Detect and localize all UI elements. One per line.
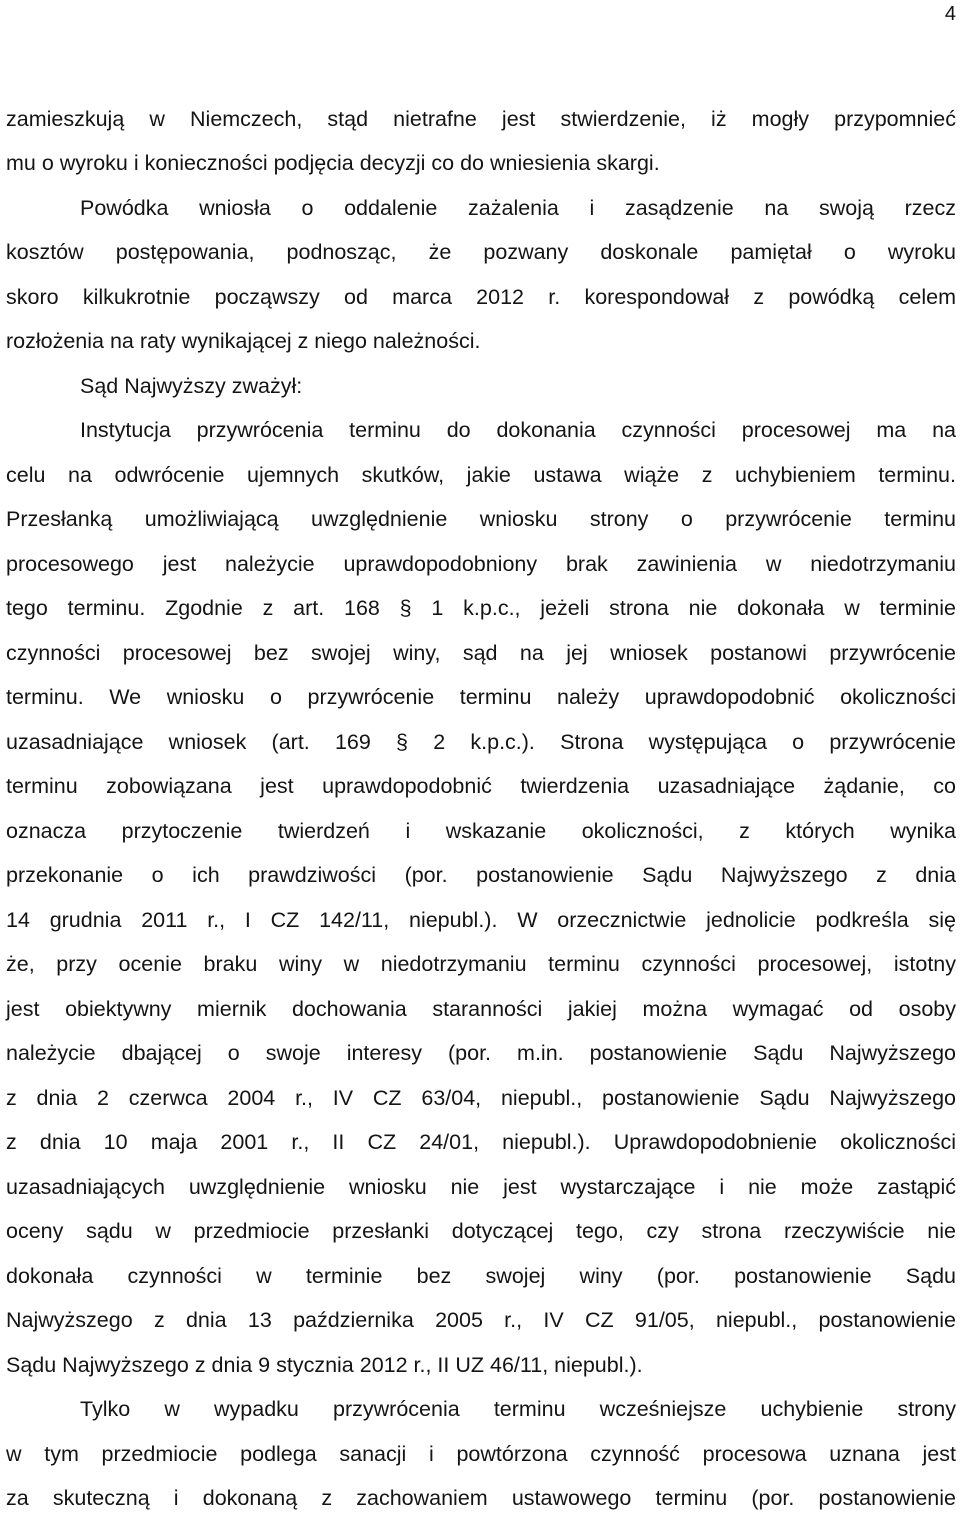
- page-number: 4: [944, 3, 956, 25]
- text-line: Tylko w wypadku przywrócenia terminu wcześniejsze uchybienie strony: [80, 1397, 956, 1421]
- text-line: oceny sądu w przedmiocie przesłanki dotyczącej tego, czy strona rzeczywiście nie: [6, 1219, 956, 1243]
- text-line: tego terminu. Zgodnie z art. 168 § 1 k.p.c., jeżeli strona nie dokonała w terminie: [6, 596, 956, 620]
- text-line: mu o wyroku i konieczności podjęcia decyzji co do wniesienia skargi.: [6, 151, 660, 175]
- text-line: uzasadniających uwzględnienie wniosku nie jest wystarczające i nie może zastąpić: [6, 1175, 956, 1199]
- text-line: Przesłanką umożliwiającą uwzględnienie wniosku strony o przywrócenie terminu: [6, 507, 956, 531]
- text-line: za skuteczną i dokonaną z zachowaniem ustawowego terminu (por. postanowienie: [6, 1486, 956, 1510]
- text-line: rozłożenia na raty wynikającej z niego należności.: [6, 329, 481, 353]
- text-line: terminu. We wniosku o przywrócenie terminu należy uprawdopodobnić okoliczności: [6, 685, 956, 709]
- text-line: zamieszkują w Niemczech, stąd nietrafne jest stwierdzenie, iż mogły przypomnieć: [6, 107, 956, 131]
- text-line: Powódka wniosła o oddalenie zażalenia i zasądzenie na swoją rzecz: [80, 196, 956, 220]
- text-line: w tym przedmiocie podlega sanacji i powtórzona czynność procesowa uznana jest: [6, 1442, 956, 1466]
- text-line: Najwyższego z dnia 13 października 2005 r., IV CZ 91/05, niepubl., postanowienie: [6, 1308, 956, 1332]
- text-line: terminu zobowiązana jest uprawdopodobnić twierdzenia uzasadniające żądanie, co: [6, 774, 956, 798]
- text-line: dokonała czynności w terminie bez swojej winy (por. postanowienie Sądu: [6, 1264, 956, 1288]
- text-line: z dnia 10 maja 2001 r., II CZ 24/01, niepubl.). Uprawdopodobnienie okoliczności: [6, 1130, 956, 1154]
- text-line: jest obiektywny miernik dochowania staranności jakiej można wymagać od osoby: [6, 997, 956, 1021]
- text-line: Instytucja przywrócenia terminu do dokonania czynności procesowej ma na: [80, 418, 956, 442]
- text-line: skoro kilkukrotnie począwszy od marca 2012 r. korespondował z powódką celem: [6, 285, 956, 309]
- text-line: należycie dbającej o swoje interesy (por. m.in. postanowienie Sądu Najwyższego: [6, 1041, 956, 1065]
- text-line: czynności procesowej bez swojej winy, sąd na jej wniosek postanowi przywrócenie: [6, 641, 956, 665]
- text-line: przekonanie o ich prawdziwości (por. postanowienie Sądu Najwyższego z dnia: [6, 863, 956, 887]
- text-line: że, przy ocenie braku winy w niedotrzymaniu terminu czynności procesowej, istotny: [6, 952, 956, 976]
- text-line: celu na odwrócenie ujemnych skutków, jakie ustawa wiąże z uchybieniem terminu.: [6, 463, 956, 487]
- text-line: Sądu Najwyższego z dnia 9 stycznia 2012 r., II UZ 46/11, niepubl.).: [6, 1353, 643, 1377]
- text-line: z dnia 2 czerwca 2004 r., IV CZ 63/04, niepubl., postanowienie Sądu Najwyższego: [6, 1086, 956, 1110]
- text-line: 14 grudnia 2011 r., I CZ 142/11, niepubl.). W orzecznictwie jednolicie podkreśla się: [6, 908, 956, 932]
- text-line: procesowego jest należycie uprawdopodobniony brak zawinienia w niedotrzymaniu: [6, 552, 956, 576]
- text-line: uzasadniające wniosek (art. 169 § 2 k.p.c.). Strona występująca o przywrócenie: [6, 730, 956, 754]
- section-heading: Sąd Najwyższy zważył:: [80, 374, 303, 398]
- text-line: oznacza przytoczenie twierdzeń i wskazanie okoliczności, z których wynika: [6, 819, 956, 843]
- text-line: kosztów postępowania, podnosząc, że pozwany doskonale pamiętał o wyroku: [6, 240, 956, 264]
